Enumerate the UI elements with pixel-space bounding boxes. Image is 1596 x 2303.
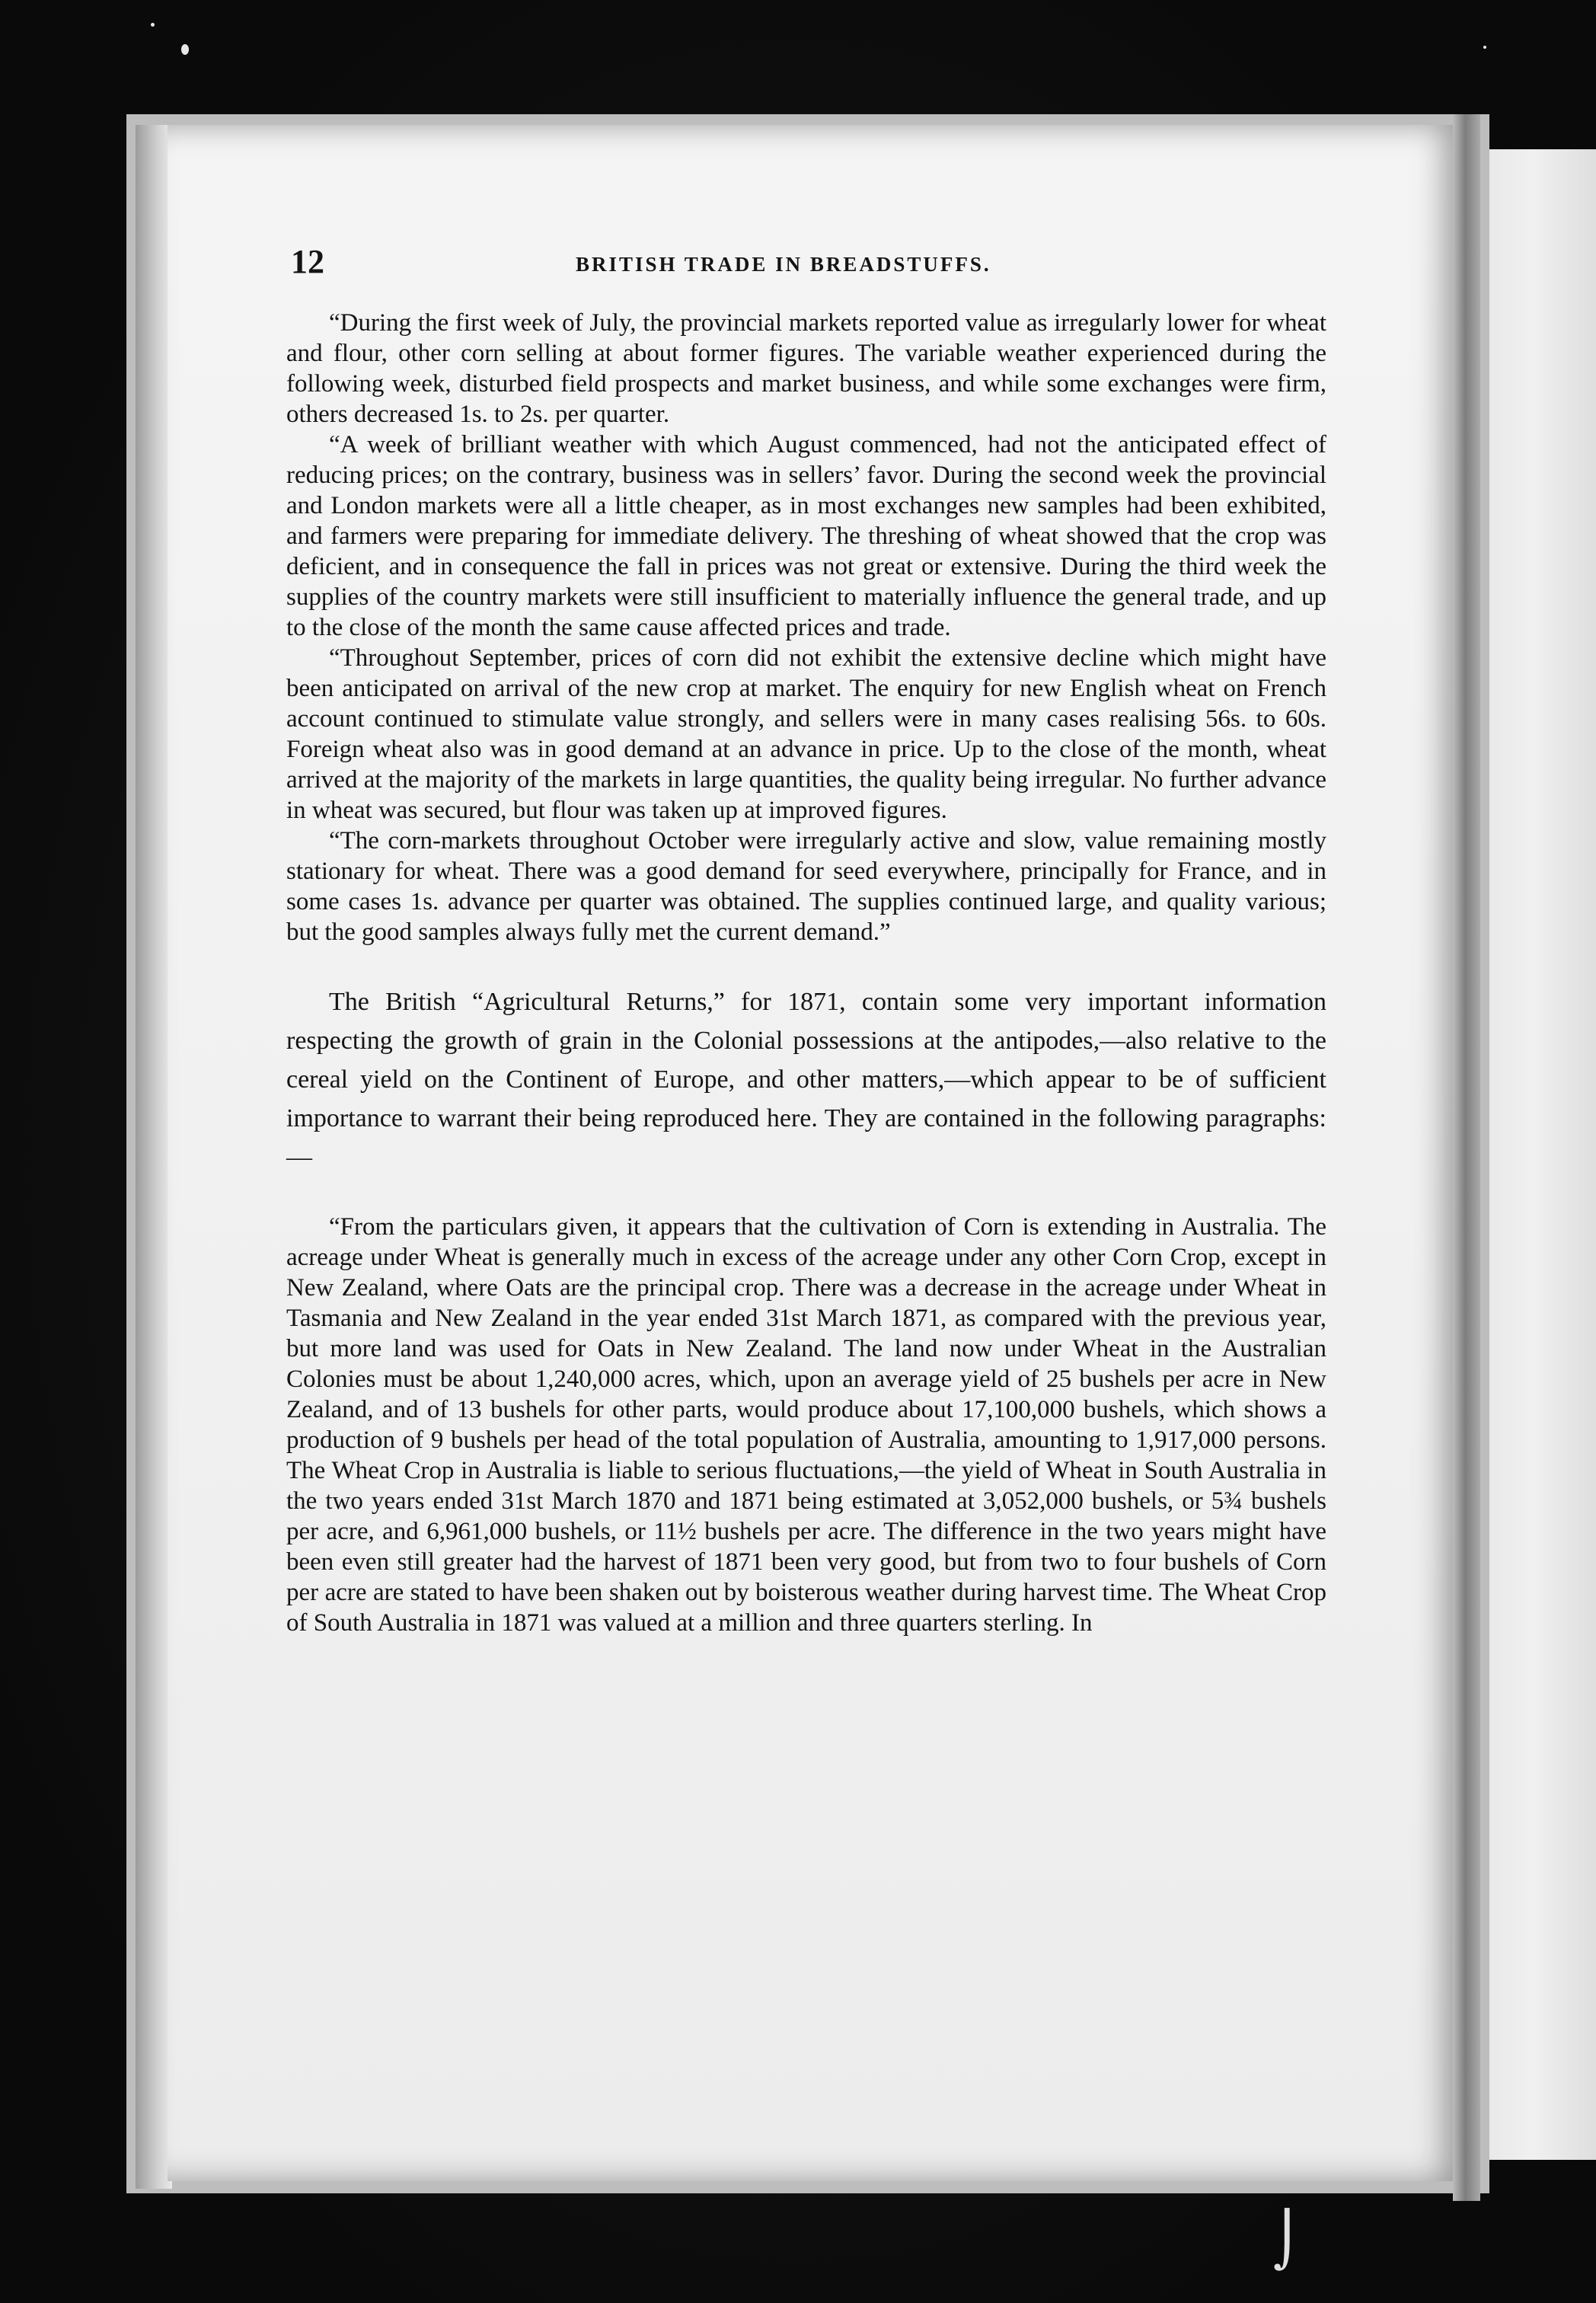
paragraph-australia: “From the particulars given, it appears that the cultivation of Corn is extending in Australia. The acreage under Wheat is generally much in excess of the acreage under any other Corn Crop, except in New Zealand, where Oats are the principal crop. There was a decrease in the acreage under Wheat in Tasmania and New Zealand in the year ended 31st March 1871, as compared with the previous year, but more land was used for Oats in New Zealand. The land now under Wheat in the Australian Colonies must be about 1,240,000 acres, which, upon an average yield of 25 bushels per acre in New Zealand, and of 13 bushels for other parts, would produce about 17,100,000 bushels, which shows a production of 9 bushels per head of the total population of Australia, amounting to 1,917,000 persons. The Wheat Crop in Australia is liable to serious fluctuations,—the yield of Wheat in South Australia in the two years ended 31st March 1870 and 1871 being estimated at 3,052,000 bushels, or 5¾ bushels per acre, and 6,961,000 bushels, or 11½ bushels per acre. The difference in the two years might have been even still greater had the harvest of 1871 been very good, but from two to four bushels of Corn per acre are stated to have been shaken out by boisterous weather during harvest time. The Wheat Crop of South Australia in 1871 was valued at a million and three quarters sterling. In xyxy=(286,1213,1326,1637)
page-number: 12 xyxy=(291,243,324,280)
paragraph-september: “Throughout September, prices of corn did not exhibit the extensive decline which might have been anticipated on arrival of the new crop at market. The enquiry for new English wheat on French account continued to stimulate value strongly, and sellers were in many cases realising 56s. to 60s. Foreign wheat also was in good demand at an advance in price. Up to the close of the month, wheat arrived at the majority of the markets in large quantities, the quality being irregular. No further advance in wheat was secured, but flour was taken up at improved figures. xyxy=(286,644,1326,824)
dust-speck xyxy=(151,23,155,27)
page-left-edge xyxy=(136,125,172,2189)
paragraph-august: “A week of brilliant weather with which August commenced, had not the anticipated effect of reducing prices; on the contrary, business was in sellers’ favor. During the second week the provincial and London markets were all a little cheaper, as in most exchanges new samples had been exhibited, and farmers were preparing for immediate delivery. The threshing of wheat showed that the crop was deficient, and in consequence the fall in prices was not great or extensive. During the third week the supplies of the country markets were still insufficient to materially influence the general trade, and up to the close of the month the same cause affected prices and trade. xyxy=(286,431,1326,641)
running-head xyxy=(286,242,1326,288)
page-content xyxy=(286,242,1326,1638)
paragraph-july: “During the first week of July, the provincial markets reported value as irregularly lower for wheat and flour, other corn selling at about former figures. The variable weather experienced during the following week, disturbed field prospects and market business, and while some exchanges were firm, others decreased 1s. to 2s. per quarter. xyxy=(286,309,1326,428)
book-gutter xyxy=(1453,114,1480,2201)
paragraph-agricultural-returns: The British “Agricultural Returns,” for 1871, contain some very important information respecting the growth of grain in the Colonial possessions at the antipodes,—also relative to the cereal yield on the Continent of Europe, and other matters,—which appear to be of sufficient importance to warrant their being reproduced here. They are contained in the following paragraphs:— xyxy=(286,988,1326,1171)
dust-speck xyxy=(1483,46,1486,49)
dust-speck xyxy=(181,44,189,55)
paragraph-october: “The corn-markets throughout October were irregularly active and slow, value remaining mostly stationary for wheat. There was a good demand for seed everywhere, principally for France, and in some cases 1s. advance per quarter was obtained. The supplies continued large, and quality various; but the good samples always fully met the current demand.” xyxy=(286,827,1326,946)
film-scratch: ⌡ xyxy=(1273,2209,1301,2271)
page-header: BRITISH TRADE IN BREADSTUFFS. xyxy=(576,253,991,276)
